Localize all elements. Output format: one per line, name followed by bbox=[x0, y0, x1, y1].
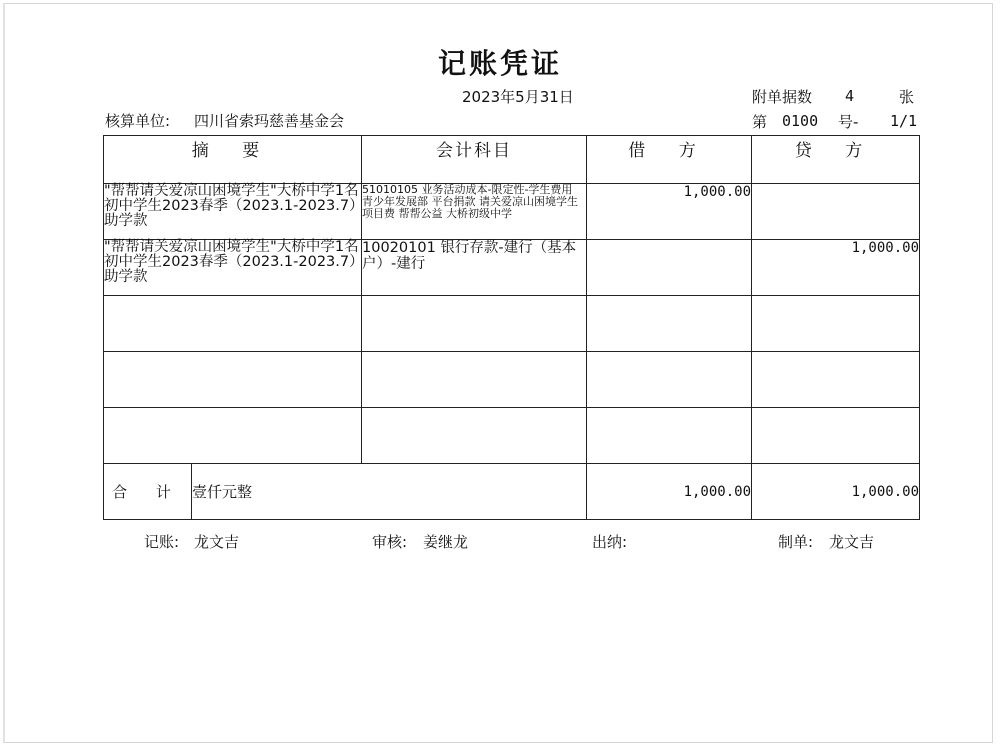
voucher-no-suffix: 号- bbox=[838, 113, 859, 131]
preparer-label: 制单: bbox=[778, 533, 814, 551]
header-credit: 贷 方 bbox=[752, 136, 920, 184]
table-row bbox=[104, 240, 920, 296]
entry-summary: "帮帮请关爱凉山困境学生"大桥中学1名初中学生2023春季（2023.1-2023.7）助学款 bbox=[104, 184, 362, 240]
total-row bbox=[104, 464, 920, 520]
attachments-label: 附单据数 bbox=[752, 88, 813, 106]
preparer-name: 龙文吉 bbox=[829, 533, 875, 551]
voucher-date: 2023年5月31日 bbox=[462, 88, 574, 106]
bookkeeper-name: 龙文吉 bbox=[194, 533, 240, 551]
entry-summary: "帮帮请关爱凉山困境学生"大桥中学1名初中学生2023春季（2023.1-2023.7）助学款 bbox=[104, 240, 362, 296]
entry-account: 10020101 银行存款-建行（基本户）-建行 bbox=[362, 240, 587, 296]
voucher-no-prefix: 第 bbox=[752, 113, 768, 131]
total-amount-words: 壹仟元整 bbox=[192, 464, 587, 520]
voucher-page: 1/1 bbox=[890, 112, 918, 130]
accounting-unit-label: 核算单位: bbox=[105, 112, 171, 130]
accounting-unit-name: 四川省索玛慈善基金会 bbox=[194, 112, 345, 130]
entry-account: 51010105 业务活动成本-限定性-学生费用 青少年发展部 平台捐款 请关爱凉山困境学生 项目费 帮帮公益 大桥初级中学 bbox=[362, 184, 587, 240]
attachments-unit: 张 bbox=[899, 88, 915, 106]
voucher-no-number: 0100 bbox=[782, 112, 819, 130]
reviewer-label: 审核: bbox=[372, 533, 408, 551]
total-debit: 1,000.00 bbox=[587, 464, 752, 520]
entry-debit bbox=[587, 240, 752, 296]
bookkeeper-label: 记账: bbox=[144, 533, 180, 551]
header-account: 会计科目 bbox=[362, 136, 587, 184]
entry-credit: 1,000.00 bbox=[752, 240, 920, 296]
header-summary: 摘 要 bbox=[104, 136, 362, 184]
voucher-title: 记账凭证 bbox=[437, 47, 562, 80]
table-row-empty bbox=[104, 408, 920, 464]
voucher-table bbox=[103, 135, 920, 520]
total-credit: 1,000.00 bbox=[752, 464, 920, 520]
total-label: 合 计 bbox=[104, 464, 192, 520]
table-row-empty bbox=[104, 296, 920, 352]
header-debit: 借 方 bbox=[587, 136, 752, 184]
cashier-label: 出纳: bbox=[592, 533, 628, 551]
reviewer-name: 姜继龙 bbox=[423, 533, 469, 551]
table-row-empty bbox=[104, 352, 920, 408]
entry-credit bbox=[752, 184, 920, 240]
entry-debit: 1,000.00 bbox=[587, 184, 752, 240]
attachments-count: 4 bbox=[845, 87, 855, 105]
table-row bbox=[104, 184, 920, 240]
